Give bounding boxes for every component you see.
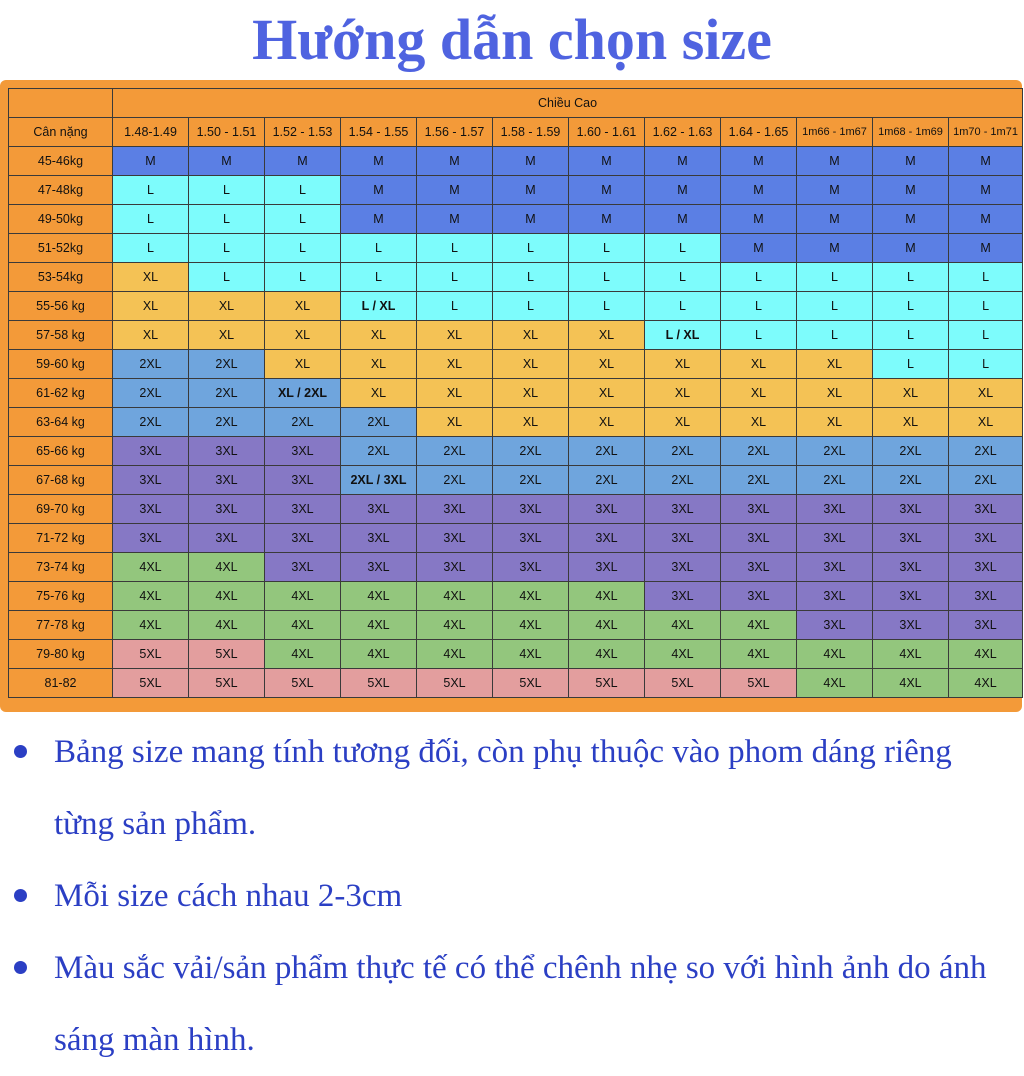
size-cell: 2XL [949, 466, 1023, 495]
page-title: Hướng dẫn chọn size [252, 7, 772, 72]
size-cell: 4XL [113, 553, 189, 582]
weight-cell: 71-72 kg [9, 524, 113, 553]
size-cell: 2XL [721, 466, 797, 495]
size-cell: L [417, 234, 493, 263]
size-cell: L [265, 263, 341, 292]
size-cell: L [873, 292, 949, 321]
size-cell: 4XL [341, 582, 417, 611]
size-cell: 3XL [797, 524, 873, 553]
size-cell: 4XL [189, 553, 265, 582]
size-cell: L [265, 176, 341, 205]
size-cell: 4XL [797, 669, 873, 698]
size-cell: XL [341, 321, 417, 350]
size-cell: 3XL [189, 495, 265, 524]
size-cell: M [949, 176, 1023, 205]
size-cell: 2XL [493, 437, 569, 466]
size-cell: 3XL [113, 524, 189, 553]
size-cell: 3XL [645, 553, 721, 582]
size-cell: M [797, 205, 873, 234]
size-cell: XL [873, 408, 949, 437]
table-row [9, 553, 1023, 582]
height-header-cell: 1.52 - 1.53 [265, 118, 341, 147]
size-cell: 3XL [873, 611, 949, 640]
weight-cell: 45-46kg [9, 147, 113, 176]
size-cell: L [949, 350, 1023, 379]
size-cell: 4XL [113, 611, 189, 640]
weight-cell: 67-68 kg [9, 466, 113, 495]
size-cell: 3XL [873, 495, 949, 524]
size-cell: 2XL [721, 437, 797, 466]
size-cell: XL [417, 408, 493, 437]
size-cell: 3XL [341, 524, 417, 553]
size-cell: M [873, 176, 949, 205]
size-cell: M [493, 147, 569, 176]
notes-list [0, 716, 1024, 1076]
size-cell: 3XL [341, 495, 417, 524]
height-header-cell: 1m70 - 1m71 [949, 118, 1023, 147]
group-header-row [9, 89, 1023, 118]
weight-cell: 51-52kg [9, 234, 113, 263]
table-row [9, 379, 1023, 408]
table-row [9, 524, 1023, 553]
height-header-row [9, 118, 1023, 147]
size-cell: M [417, 176, 493, 205]
size-cell: L [113, 234, 189, 263]
size-cell: XL [113, 263, 189, 292]
size-cell: L [493, 263, 569, 292]
size-cell: M [797, 176, 873, 205]
size-cell: 2XL [417, 466, 493, 495]
size-cell: 3XL [265, 553, 341, 582]
size-chart-frame [0, 80, 1022, 712]
size-cell: 3XL [265, 495, 341, 524]
size-cell: XL [721, 350, 797, 379]
size-cell: 4XL [873, 669, 949, 698]
size-cell: 4XL [113, 582, 189, 611]
weight-cell: 81-82 [9, 669, 113, 698]
size-cell: M [417, 147, 493, 176]
size-cell: L [113, 205, 189, 234]
size-cell: L [873, 263, 949, 292]
table-row [9, 408, 1023, 437]
size-cell: 5XL [113, 640, 189, 669]
size-cell: 3XL [113, 466, 189, 495]
size-cell: L [721, 292, 797, 321]
size-cell: L [189, 205, 265, 234]
size-cell: 3XL [645, 582, 721, 611]
size-cell: 4XL [417, 582, 493, 611]
size-cell: L / XL [645, 321, 721, 350]
height-group-header: Chiều Cao [113, 89, 1023, 118]
size-cell: 3XL [417, 553, 493, 582]
size-cell: M [797, 147, 873, 176]
size-cell: 2XL [569, 466, 645, 495]
size-cell: 5XL [569, 669, 645, 698]
size-cell: 2XL [189, 350, 265, 379]
size-cell: XL [265, 321, 341, 350]
size-cell: 3XL [265, 466, 341, 495]
size-cell: 4XL [265, 611, 341, 640]
height-header-cell: 1.58 - 1.59 [493, 118, 569, 147]
size-cell: 4XL [341, 611, 417, 640]
size-cell: L [569, 292, 645, 321]
table-row [9, 495, 1023, 524]
size-cell: XL / 2XL [265, 379, 341, 408]
table-row [9, 205, 1023, 234]
size-cell: 3XL [189, 437, 265, 466]
weight-cell: 47-48kg [9, 176, 113, 205]
size-cell: 2XL [569, 437, 645, 466]
size-cell: M [873, 147, 949, 176]
size-cell: L [569, 263, 645, 292]
size-cell: 4XL [721, 640, 797, 669]
size-cell: M [493, 205, 569, 234]
weight-cell: 61-62 kg [9, 379, 113, 408]
size-cell: 3XL [721, 524, 797, 553]
weight-cell: 63-64 kg [9, 408, 113, 437]
size-cell: 4XL [569, 640, 645, 669]
size-cell: XL [873, 379, 949, 408]
size-cell: 3XL [569, 495, 645, 524]
size-cell: XL [417, 350, 493, 379]
size-cell: 3XL [873, 582, 949, 611]
size-cell: 3XL [645, 524, 721, 553]
size-cell: XL [797, 379, 873, 408]
size-cell: 3XL [949, 611, 1023, 640]
size-cell: 2XL [797, 466, 873, 495]
size-cell: XL [645, 350, 721, 379]
size-cell: M [949, 205, 1023, 234]
size-cell: M [721, 234, 797, 263]
size-cell: XL [265, 350, 341, 379]
weight-cell: 69-70 kg [9, 495, 113, 524]
size-cell: 3XL [341, 553, 417, 582]
weight-cell: 75-76 kg [9, 582, 113, 611]
size-cell: L [873, 321, 949, 350]
height-header-cell: 1.64 - 1.65 [721, 118, 797, 147]
note-text: Bảng size mang tính tương đối, còn phụ thuộc vào phom dáng riêng từng sản phẩm. [54, 734, 952, 842]
size-cell: XL [569, 408, 645, 437]
weight-cell: 57-58 kg [9, 321, 113, 350]
size-cell: XL [721, 379, 797, 408]
size-cell: XL [645, 408, 721, 437]
size-cell: 5XL [417, 669, 493, 698]
size-table [8, 88, 1023, 698]
size-cell: 4XL [341, 640, 417, 669]
weight-cell: 65-66 kg [9, 437, 113, 466]
size-cell: 4XL [569, 611, 645, 640]
size-cell: M [797, 234, 873, 263]
size-cell: 2XL [493, 466, 569, 495]
height-header-cell: 1.56 - 1.57 [417, 118, 493, 147]
size-cell: 4XL [645, 640, 721, 669]
size-cell: M [113, 147, 189, 176]
size-cell: 2XL [341, 437, 417, 466]
size-cell: 2XL [189, 408, 265, 437]
size-cell: XL [189, 292, 265, 321]
size-cell: M [721, 205, 797, 234]
size-cell: L [645, 234, 721, 263]
height-header-cell: 1.62 - 1.63 [645, 118, 721, 147]
size-cell: L [265, 205, 341, 234]
note-item [0, 716, 1004, 860]
size-cell: L [949, 263, 1023, 292]
size-cell: L [645, 263, 721, 292]
size-cell: L [797, 292, 873, 321]
size-cell: 5XL [493, 669, 569, 698]
size-cell: 4XL [417, 611, 493, 640]
size-cell: 3XL [113, 495, 189, 524]
size-cell: M [417, 205, 493, 234]
height-header-cell: 1.60 - 1.61 [569, 118, 645, 147]
size-cell: XL [265, 292, 341, 321]
size-cell: M [645, 147, 721, 176]
size-cell: 2XL [797, 437, 873, 466]
size-table-body [9, 89, 1023, 698]
size-cell: 5XL [721, 669, 797, 698]
weight-cell: 53-54kg [9, 263, 113, 292]
size-cell: XL [341, 379, 417, 408]
size-cell: 2XL [265, 408, 341, 437]
weight-cell: 77-78 kg [9, 611, 113, 640]
size-cell: L [189, 234, 265, 263]
size-cell: XL [417, 379, 493, 408]
size-cell: 2XL [417, 437, 493, 466]
size-cell: XL [949, 408, 1023, 437]
table-row [9, 582, 1023, 611]
size-cell: 4XL [493, 582, 569, 611]
size-cell: 3XL [873, 553, 949, 582]
size-cell: 4XL [493, 611, 569, 640]
size-cell: 3XL [113, 437, 189, 466]
size-cell: 2XL [113, 408, 189, 437]
size-cell: M [265, 147, 341, 176]
note-text: Mỗi size cách nhau 2-3cm [54, 878, 403, 914]
size-cell: XL [797, 350, 873, 379]
size-cell: 4XL [265, 640, 341, 669]
height-header-cell: 1m66 - 1m67 [797, 118, 873, 147]
size-cell: 3XL [493, 495, 569, 524]
size-cell: XL [569, 379, 645, 408]
size-cell: 3XL [265, 524, 341, 553]
size-cell: 3XL [721, 553, 797, 582]
size-cell: M [645, 205, 721, 234]
size-cell: 4XL [949, 640, 1023, 669]
size-cell: L [341, 234, 417, 263]
size-cell: L [645, 292, 721, 321]
size-cell: M [873, 205, 949, 234]
size-cell: XL [417, 321, 493, 350]
size-cell: 4XL [189, 611, 265, 640]
size-cell: 4XL [645, 611, 721, 640]
table-row [9, 147, 1023, 176]
note-text: Màu sắc vải/sản phẩm thực tế có thể chênh nhẹ so với hình ảnh do ánh sáng màn hình. [54, 950, 987, 1058]
size-cell: XL [493, 321, 569, 350]
size-cell: 3XL [265, 437, 341, 466]
size-cell: XL [949, 379, 1023, 408]
size-cell: 4XL [417, 640, 493, 669]
size-cell: 3XL [949, 495, 1023, 524]
size-cell: 4XL [189, 582, 265, 611]
size-cell: L [417, 263, 493, 292]
size-cell: M [569, 147, 645, 176]
table-row [9, 640, 1023, 669]
size-cell: 3XL [949, 582, 1023, 611]
size-cell: L [873, 350, 949, 379]
weight-cell: 49-50kg [9, 205, 113, 234]
table-row [9, 669, 1023, 698]
size-cell: 3XL [569, 553, 645, 582]
size-cell: M [341, 176, 417, 205]
size-cell: XL [113, 292, 189, 321]
size-cell: 5XL [645, 669, 721, 698]
size-cell: 3XL [493, 553, 569, 582]
weight-cell: 59-60 kg [9, 350, 113, 379]
weight-cell: 55-56 kg [9, 292, 113, 321]
size-cell: 3XL [873, 524, 949, 553]
size-cell: 5XL [341, 669, 417, 698]
size-cell: 3XL [645, 495, 721, 524]
size-cell: L [493, 292, 569, 321]
size-cell: 3XL [189, 524, 265, 553]
size-cell: M [341, 205, 417, 234]
size-cell: L [949, 292, 1023, 321]
size-cell: 3XL [569, 524, 645, 553]
size-cell: 2XL [113, 379, 189, 408]
size-cell: 4XL [569, 582, 645, 611]
size-cell: 2XL [189, 379, 265, 408]
table-row [9, 321, 1023, 350]
size-cell: L [721, 321, 797, 350]
size-cell: L [189, 176, 265, 205]
size-cell: L [265, 234, 341, 263]
size-cell: M [949, 147, 1023, 176]
size-cell: 3XL [721, 495, 797, 524]
size-cell: 3XL [417, 495, 493, 524]
bullet-icon [14, 961, 27, 974]
corner-cell [9, 89, 113, 118]
size-cell: 3XL [721, 582, 797, 611]
size-cell: L [113, 176, 189, 205]
size-cell: XL [721, 408, 797, 437]
size-cell: L [797, 321, 873, 350]
table-row [9, 437, 1023, 466]
size-cell: 3XL [189, 466, 265, 495]
size-cell: 2XL [873, 437, 949, 466]
table-row [9, 292, 1023, 321]
size-cell: 5XL [265, 669, 341, 698]
size-cell: 4XL [721, 611, 797, 640]
size-cell: 4XL [493, 640, 569, 669]
height-header-cell: 1.54 - 1.55 [341, 118, 417, 147]
table-row [9, 263, 1023, 292]
size-cell: XL [493, 408, 569, 437]
size-cell: 3XL [417, 524, 493, 553]
size-cell: M [721, 147, 797, 176]
size-cell: L [493, 234, 569, 263]
size-cell: 3XL [797, 582, 873, 611]
size-cell: 3XL [949, 553, 1023, 582]
weight-column-header: Cân nặng [9, 118, 113, 147]
size-cell: XL [189, 321, 265, 350]
table-row [9, 234, 1023, 263]
size-cell: 2XL [949, 437, 1023, 466]
size-cell: L / XL [341, 292, 417, 321]
table-row [9, 611, 1023, 640]
size-cell: 4XL [949, 669, 1023, 698]
weight-cell: 79-80 kg [9, 640, 113, 669]
note-item [0, 860, 1004, 932]
size-cell: XL [645, 379, 721, 408]
height-header-cell: 1.50 - 1.51 [189, 118, 265, 147]
bullet-icon [14, 745, 27, 758]
size-cell: M [569, 176, 645, 205]
size-cell: L [721, 263, 797, 292]
height-header-cell: 1.48-1.49 [113, 118, 189, 147]
size-cell: 2XL / 3XL [341, 466, 417, 495]
size-cell: 3XL [949, 524, 1023, 553]
size-cell: 2XL [873, 466, 949, 495]
size-cell: 3XL [797, 553, 873, 582]
table-row [9, 176, 1023, 205]
size-cell: M [721, 176, 797, 205]
size-cell: XL [493, 350, 569, 379]
table-row [9, 350, 1023, 379]
size-cell: M [645, 176, 721, 205]
size-cell: L [797, 263, 873, 292]
size-cell: M [873, 234, 949, 263]
size-cell: L [189, 263, 265, 292]
bullet-icon [14, 889, 27, 902]
size-cell: 2XL [113, 350, 189, 379]
size-cell: 4XL [873, 640, 949, 669]
size-cell: XL [569, 350, 645, 379]
size-cell: M [569, 205, 645, 234]
size-cell: M [189, 147, 265, 176]
size-cell: M [493, 176, 569, 205]
size-cell: 3XL [797, 611, 873, 640]
size-cell: M [949, 234, 1023, 263]
size-cell: 5XL [189, 669, 265, 698]
size-cell: L [949, 321, 1023, 350]
size-cell: 5XL [189, 640, 265, 669]
size-cell: 4XL [265, 582, 341, 611]
table-row [9, 466, 1023, 495]
size-cell: 5XL [113, 669, 189, 698]
size-cell: XL [341, 350, 417, 379]
size-cell: 2XL [645, 437, 721, 466]
size-cell: XL [493, 379, 569, 408]
weight-cell: 73-74 kg [9, 553, 113, 582]
size-cell: 3XL [797, 495, 873, 524]
size-cell: XL [797, 408, 873, 437]
size-cell: L [417, 292, 493, 321]
size-cell: L [341, 263, 417, 292]
size-cell: 2XL [341, 408, 417, 437]
size-cell: L [569, 234, 645, 263]
height-header-cell: 1m68 - 1m69 [873, 118, 949, 147]
size-cell: 3XL [493, 524, 569, 553]
size-cell: M [341, 147, 417, 176]
size-cell: XL [113, 321, 189, 350]
size-cell: 2XL [645, 466, 721, 495]
size-cell: XL [569, 321, 645, 350]
note-item [0, 932, 1004, 1076]
size-cell: 4XL [797, 640, 873, 669]
